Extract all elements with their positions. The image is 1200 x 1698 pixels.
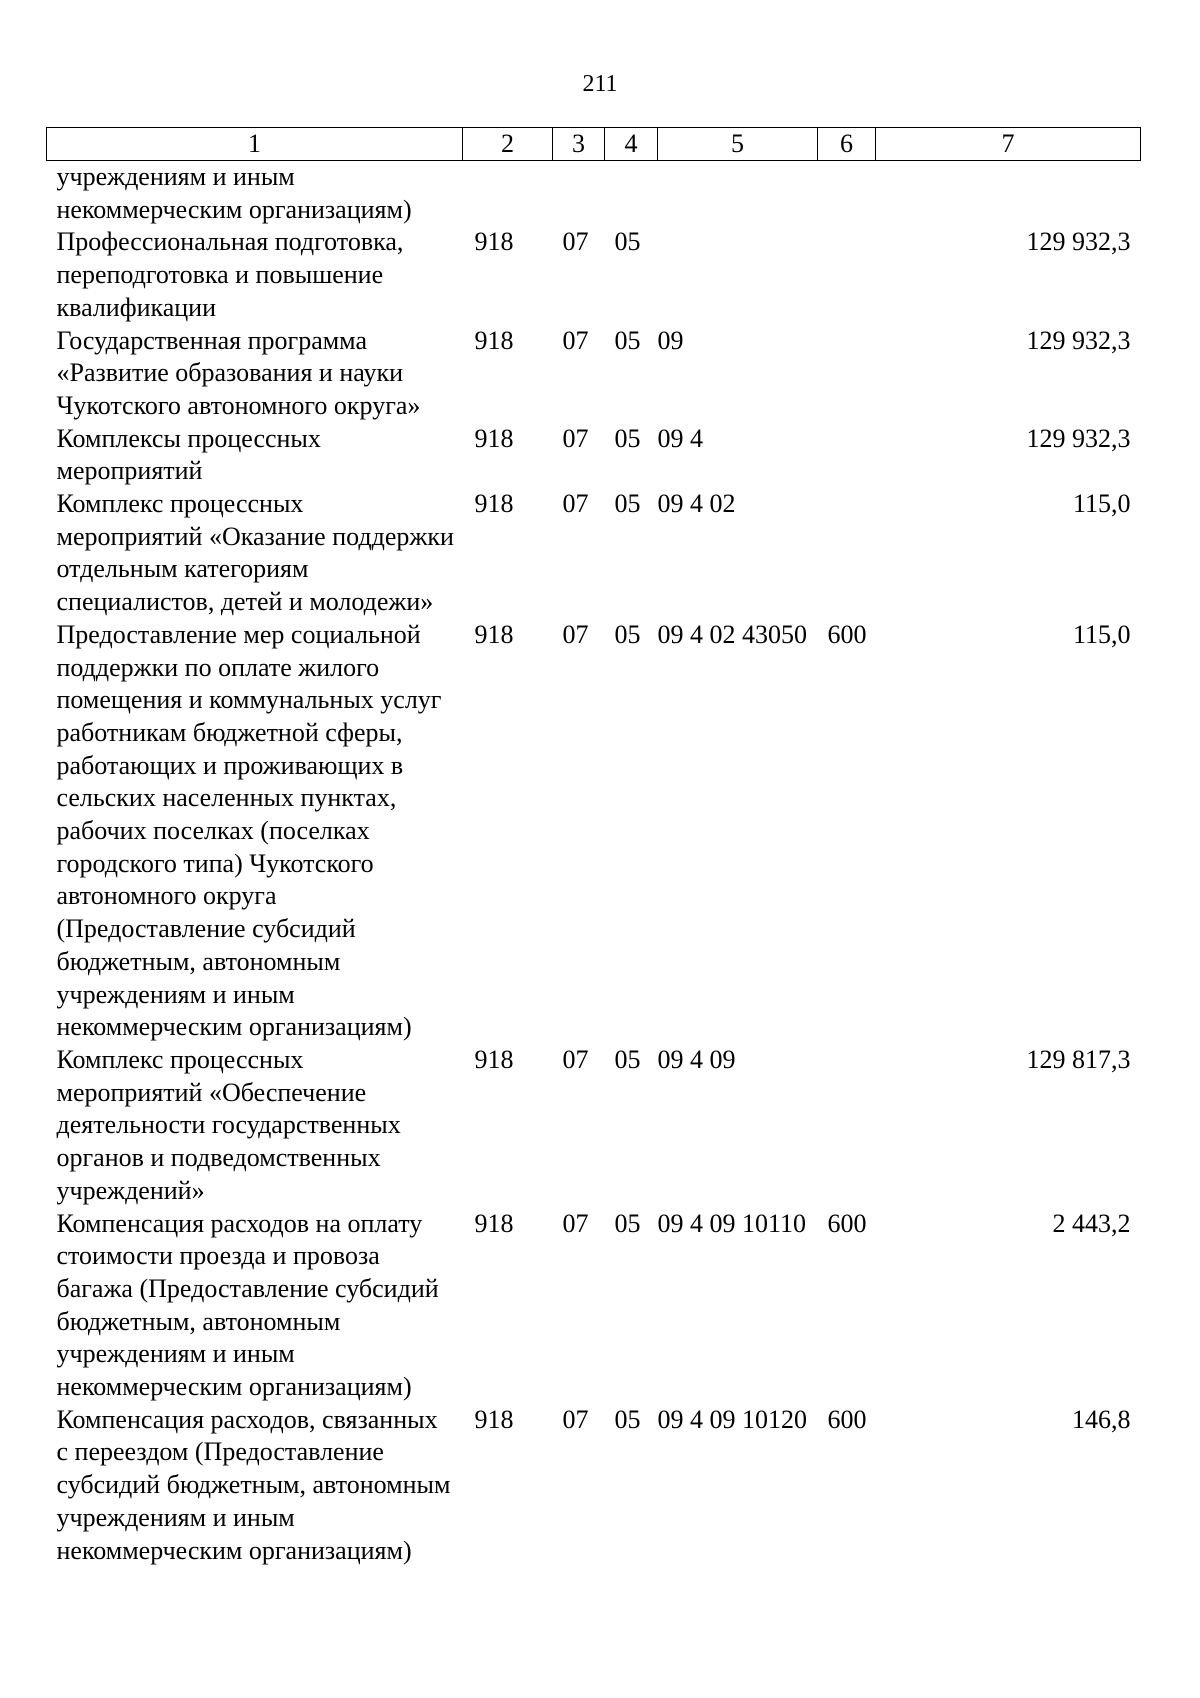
- column-header: 3: [553, 128, 605, 161]
- row-expense-type: 600: [827, 1208, 867, 1238]
- column-header: 5: [658, 128, 818, 161]
- row-expense-type: 600: [827, 619, 867, 649]
- table-row: [47, 619, 1141, 1044]
- row-amount: 129 932,3: [1026, 325, 1131, 355]
- row-target-code: 09 4: [657, 423, 703, 453]
- row-expense-type: [818, 161, 876, 227]
- row-name: Компенсация расходов на оплату стоимости проезда и провоза багажа (Предоставление субсидий бюджетным, автономным учреждениям и иным некоммерческим организациям): [56, 1208, 439, 1402]
- row-name: Государственная программа «Развитие образования и науки Чукотского автономного округа»: [56, 325, 421, 420]
- row-target-code: 09 4 09 10110: [657, 1208, 807, 1238]
- row-subsection: 05: [614, 1404, 641, 1434]
- row-code: 918: [474, 489, 514, 519]
- row-target-code: [658, 226, 818, 324]
- row-name: Компенсация расходов, связанных с переездом (Предоставление субсидий бюджетным, автономным учреждениям и иным некоммерческим организациям): [56, 1404, 451, 1565]
- row-expense-type: [818, 325, 876, 423]
- row-target-code: [658, 161, 818, 227]
- table-row: [47, 226, 1141, 324]
- row-amount: 146,8: [1072, 1404, 1131, 1434]
- table-row: [47, 1208, 1141, 1404]
- table-body: [47, 161, 1141, 1568]
- row-code: [463, 161, 553, 227]
- row-section: 07: [562, 423, 589, 453]
- row-subsection: 05: [614, 489, 641, 519]
- row-target-code: 09 4 02 43050: [657, 619, 807, 649]
- row-subsection: 05: [614, 325, 641, 355]
- table-row: [47, 1044, 1141, 1208]
- row-section: 07: [562, 619, 589, 649]
- row-section: 07: [562, 325, 589, 355]
- row-code: 918: [474, 423, 514, 453]
- page-number: 211: [582, 71, 618, 97]
- table-row: [47, 1404, 1141, 1568]
- row-amount: 129 932,3: [1026, 423, 1131, 453]
- row-section: 07: [562, 1208, 589, 1238]
- column-header: 6: [818, 128, 876, 161]
- row-section: 07: [562, 227, 589, 257]
- row-code: 918: [474, 227, 514, 257]
- row-code: 918: [474, 1044, 514, 1074]
- row-code: 918: [474, 1404, 514, 1434]
- row-expense-type: [818, 226, 876, 324]
- row-name: Предоставление мер социальной поддержки по оплате жилого помещения и коммунальных услуг работникам бюджетной сферы, работающих и проживающих в сельских населенных пунктах, рабочих поселках (поселках городского типа) Чукотского автономного округа (Предоставление субсидий бюджетным, автономным учреждениям и иным некоммерческим организациям): [56, 619, 442, 1042]
- table-row: [47, 423, 1141, 488]
- row-amount: 129 817,3: [1026, 1044, 1131, 1074]
- column-header: 2: [463, 128, 553, 161]
- row-subsection: 05: [614, 1208, 641, 1238]
- row-amount: 115,0: [1072, 619, 1131, 649]
- row-name: учреждениям и иным некоммерческим организациям): [56, 162, 412, 224]
- row-section: 07: [562, 1044, 589, 1074]
- row-name: Комплексы процессных мероприятий: [56, 423, 321, 486]
- row-subsection: 05: [614, 1044, 641, 1074]
- row-section: 07: [562, 1404, 589, 1434]
- header-row: [47, 128, 1141, 161]
- row-code: 918: [474, 325, 514, 355]
- row-subsection: [605, 161, 658, 227]
- row-code: 918: [474, 1208, 514, 1238]
- column-header: 1: [47, 128, 463, 161]
- row-amount: 129 932,3: [1026, 227, 1131, 257]
- row-section: 07: [562, 489, 589, 519]
- column-header: 4: [605, 128, 658, 161]
- row-code: 918: [474, 619, 514, 649]
- row-amount: [876, 161, 1141, 227]
- budget-table: [46, 127, 1141, 1567]
- row-amount: 2 443,2: [1052, 1208, 1131, 1238]
- row-amount: 115,0: [1072, 489, 1131, 519]
- row-expense-type: 600: [827, 1404, 867, 1434]
- row-expense-type: [818, 488, 876, 619]
- row-subsection: 05: [614, 227, 641, 257]
- row-name: Профессиональная подготовка, переподготовка и повышение квалификации: [56, 227, 404, 322]
- row-section: [553, 161, 605, 227]
- row-expense-type: [818, 1044, 876, 1208]
- table-row: [47, 325, 1141, 423]
- row-target-code: 09 4 09 10120: [657, 1404, 807, 1434]
- row-subsection: 05: [614, 619, 641, 649]
- row-expense-type: [818, 423, 876, 488]
- row-target-code: 09 4 02: [657, 489, 736, 519]
- row-subsection: 05: [614, 423, 641, 453]
- row-target-code: 09: [657, 325, 684, 355]
- table-row: [47, 488, 1141, 619]
- column-header: 7: [876, 128, 1141, 161]
- table-row: [47, 161, 1141, 227]
- row-target-code: 09 4 09: [657, 1044, 736, 1074]
- row-name: Комплекс процессных мероприятий «Оказание поддержки отдельным категориям специалистов, детей и молодежи»: [56, 489, 454, 617]
- row-name: Комплекс процессных мероприятий «Обеспечение деятельности государственных органов и подведомственных учреждений»: [56, 1044, 401, 1205]
